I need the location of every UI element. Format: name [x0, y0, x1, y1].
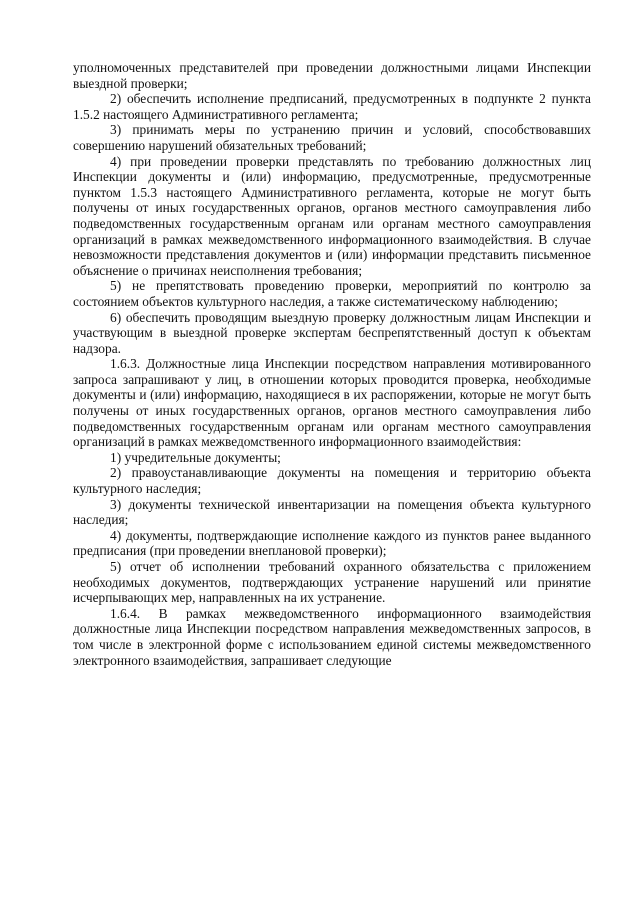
paragraph: 3) документы технической инвентаризации на помещения объекта культурного наследия;: [73, 496, 591, 528]
paragraph: 1.6.4. В рамках межведомственного информационного взаимодействия должностные лица Инспекции посредством направления межведомственных запросов, в том числе в электронной форме с использованием единой системы межведомственного электронного взаимодействия, запрашивает следующие: [73, 605, 591, 668]
paragraph: 2) правоустанавливающие документы на помещения и территорию объекта культурного наследия;: [73, 465, 591, 497]
paragraph: 1) учредительные документы;: [110, 449, 281, 465]
paragraph: 4) документы, подтверждающие исполнение каждого из пунктов ранее выданного предписания (при проведении внеплановой проверки);: [73, 527, 591, 559]
paragraph: 1.6.3. Должностные лица Инспекции посредством направления мотивированного запроса запрашивают у лиц, в отношении которых проводится проверка, необходимые документы и (или) информацию, находящиеся в их распоряжении, которые не могут быть получены от иных государственных органов, органов местного самоуправления либо подведомственных государственным органам или органам местного самоуправления организаций в рамках межведомственного информационного взаимодействия:: [73, 356, 591, 450]
paragraph: уполномоченных представителей при проведении должностными лицами Инспекции выездной проверки;: [73, 60, 591, 91]
paragraph: 4) при проведении проверки представлять по требованию должностных лиц Инспекции документы и (или) информацию, предусмотренные, предусмотренные пунктом 1.5.3 настоящего Административного регламента, которые не могут быть получены от иных государственных органов, органов местного самоуправления либо подведомственных государственным органам или органам местного самоуправления организаций в рамках межведомственного информационного взаимодействия. В случае невозможности представления документов и (или) информации представить письменное объяснение о причинах неисполнения требования;: [73, 153, 591, 278]
paragraph: 6) обеспечить проводящим выездную проверку должностным лицам Инспекции и участвующим в выездной проверке экспертам беспрепятственный доступ к объектам надзора.: [73, 309, 591, 356]
paragraph: 2) обеспечить исполнение предписаний, предусмотренных в подпункте 2 пункта 1.5.2 настоящего Административного регламента;: [73, 91, 591, 122]
paragraph: 5) не препятствовать проведению проверки, мероприятий по контролю за состоянием объектов культурного наследия, а также систематическому наблюдению;: [73, 278, 591, 309]
paragraph: 3) принимать меры по устранению причин и условий, способствовавших совершению нарушений обязательных требований;: [73, 122, 591, 153]
document-body: [73, 60, 591, 668]
paragraph: 5) отчет об исполнении требований охранного обязательства с приложением необходимых документов, подтверждающих устранение нарушений или принятие исчерпывающих мер, направленных на их устранение.: [73, 559, 591, 606]
